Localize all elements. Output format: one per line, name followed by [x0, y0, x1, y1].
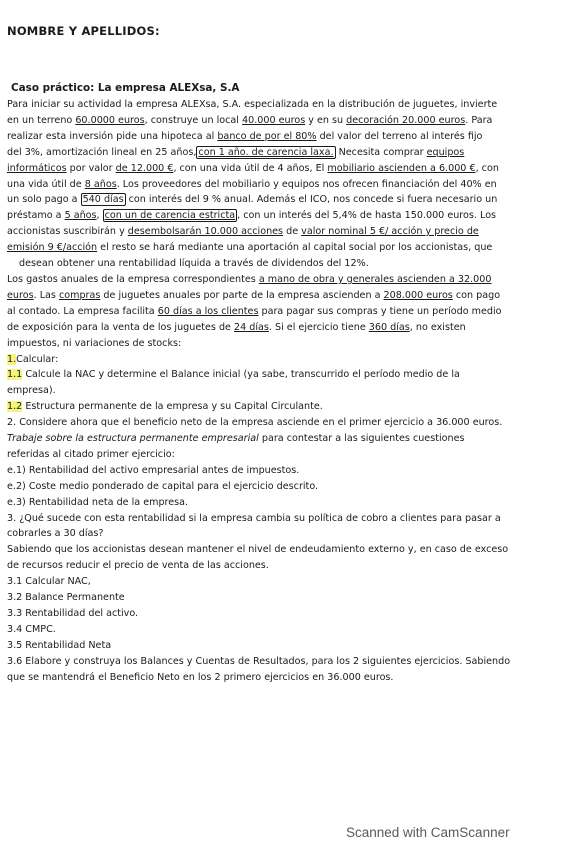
- text-line: e.2) Coste medio ponderado de capital para el ejercicio descrito.: [7, 480, 319, 492]
- text-line: accionistas suscribirán y desembolsarán 10.000 acciones de valor nominal 5 €/ acción y precio de: [7, 226, 479, 238]
- text-line: referidas al citado primer ejercicio:: [7, 448, 175, 460]
- text-line: Trabaje sobre la estructura permanente empresarial para contestar a las siguientes cuestiones: [7, 433, 465, 445]
- text-line: una vida útil de 8 años. Los proveedores del mobiliario y equipos nos ofrecen financiación del 40% en: [7, 178, 497, 190]
- text-line: un solo pago a 540 días con interés del 9 % anual. Además el ICO, nos concede si fuera necesario un: [7, 194, 498, 206]
- text-line: 3.5 Rentabilidad Neta: [7, 639, 112, 651]
- text-line: 3.1 Calcular NAC,: [7, 576, 91, 588]
- text-line: 3.6 Elabore y construya los Balances y Cuentas de Resultados, para los 2 siguientes ejercicios. Sabiendo: [7, 655, 511, 667]
- text-line: euros. Las compras de juguetes anuales por parte de la empresa ascienden a 208.000 euros con pago: [7, 289, 501, 301]
- text-line: realizar esta inversión pide una hipoteca al banco de por el 80% del valor del terreno al interés fijo: [7, 130, 483, 142]
- highlight-mark: 1.2: [7, 401, 23, 413]
- text-line: préstamo a 5 años, con un de carencia estricta , con un interés del 5,4% de hasta 150.000 euros. Los: [7, 210, 497, 222]
- text-line: e.1) Rentabilidad del activo empresarial antes de impuestos.: [7, 464, 300, 476]
- text-line: Los gastos anuales de la empresa correspondientes a mano de obra y generales ascienden a 32.000: [7, 273, 492, 285]
- text-line: impuestos, ni variaciones de stocks:: [7, 337, 182, 349]
- highlight-mark: 1.: [7, 353, 17, 365]
- text-line: de recursos reducir el precio de venta de las acciones.: [7, 560, 269, 572]
- highlight-mark: 1.1: [7, 369, 23, 381]
- text-line: 2. Considere ahora que el beneficio neto de la empresa asciende en el primer ejercicio a 36.000 euros.: [7, 417, 503, 429]
- text-line: 3. ¿Qué sucede con esta rentabilidad si la empresa cambia su política de cobro a clientes para pasar a: [7, 512, 501, 524]
- text-line: en un terreno 60.0000 euros, construye un local 40.000 euros y en su decoración 20.000 euros. Para: [7, 114, 493, 126]
- text-line: informáticos por valor de 12.000 €, con una vida útil de 4 años, El mobiliario ascienden a 6.000 €, con: [7, 162, 499, 174]
- text-line: 1.2 Estructura permanente de la empresa y su Capital Circulante.: [7, 401, 323, 413]
- text-line: 3.4 CMPC.: [7, 623, 56, 635]
- text-line: del 3%, amortización lineal en 25 años, con 1 año. de carencia laxa. Necesita comprar equipos: [7, 146, 465, 158]
- text-line: e.3) Rentabilidad neta de la empresa.: [7, 496, 189, 508]
- text-line: emisión 9 €/acción el resto se hará mediante una aportación al capital social por los accionistas, que: [7, 242, 493, 254]
- name-header: NOMBRE Y APELLIDOS:: [7, 24, 160, 38]
- text-line: cobrarles a 30 días?: [7, 528, 104, 540]
- text-line: al contado. La empresa facilita 60 días a los clientes para pagar sus compras y tiene un período medio: [7, 305, 502, 317]
- text-line: que se mantendrá el Beneficio Neto en los 2 primero ejercicios en 36.000 euros.: [7, 671, 394, 683]
- text-line: Sabiendo que los accionistas desean mantener el nivel de endeudamiento externo y, en caso de exceso: [7, 544, 509, 556]
- text-line: empresa).: [7, 385, 56, 397]
- text-line: 3.2 Balance Permanente: [7, 592, 125, 604]
- text-line: desean obtener una rentabilidad líquida a través de dividendos del 12%.: [19, 258, 369, 270]
- text-line: 3.3 Rentabilidad del activo.: [7, 608, 139, 619]
- text-line: 1.Calcular:: [7, 353, 59, 365]
- case-title: Caso práctico: La empresa ALEXsa, S.A: [11, 82, 240, 94]
- text-line: de exposición para la venta de los juguetes de 24 días. Si el ejercicio tiene 360 días, no existen: [7, 321, 466, 333]
- text-line: Para iniciar su actividad la empresa ALEXsa, S.A. especializada en la distribución de juguetes, invierte: [7, 99, 498, 110]
- camscanner-watermark: Scanned with CamScanner: [346, 825, 510, 840]
- text-line: 1.1 Calcule la NAC y determine el Balance inicial (ya sabe, transcurrido el período medio de la: [7, 369, 460, 381]
- case-text: [7, 97, 527, 686]
